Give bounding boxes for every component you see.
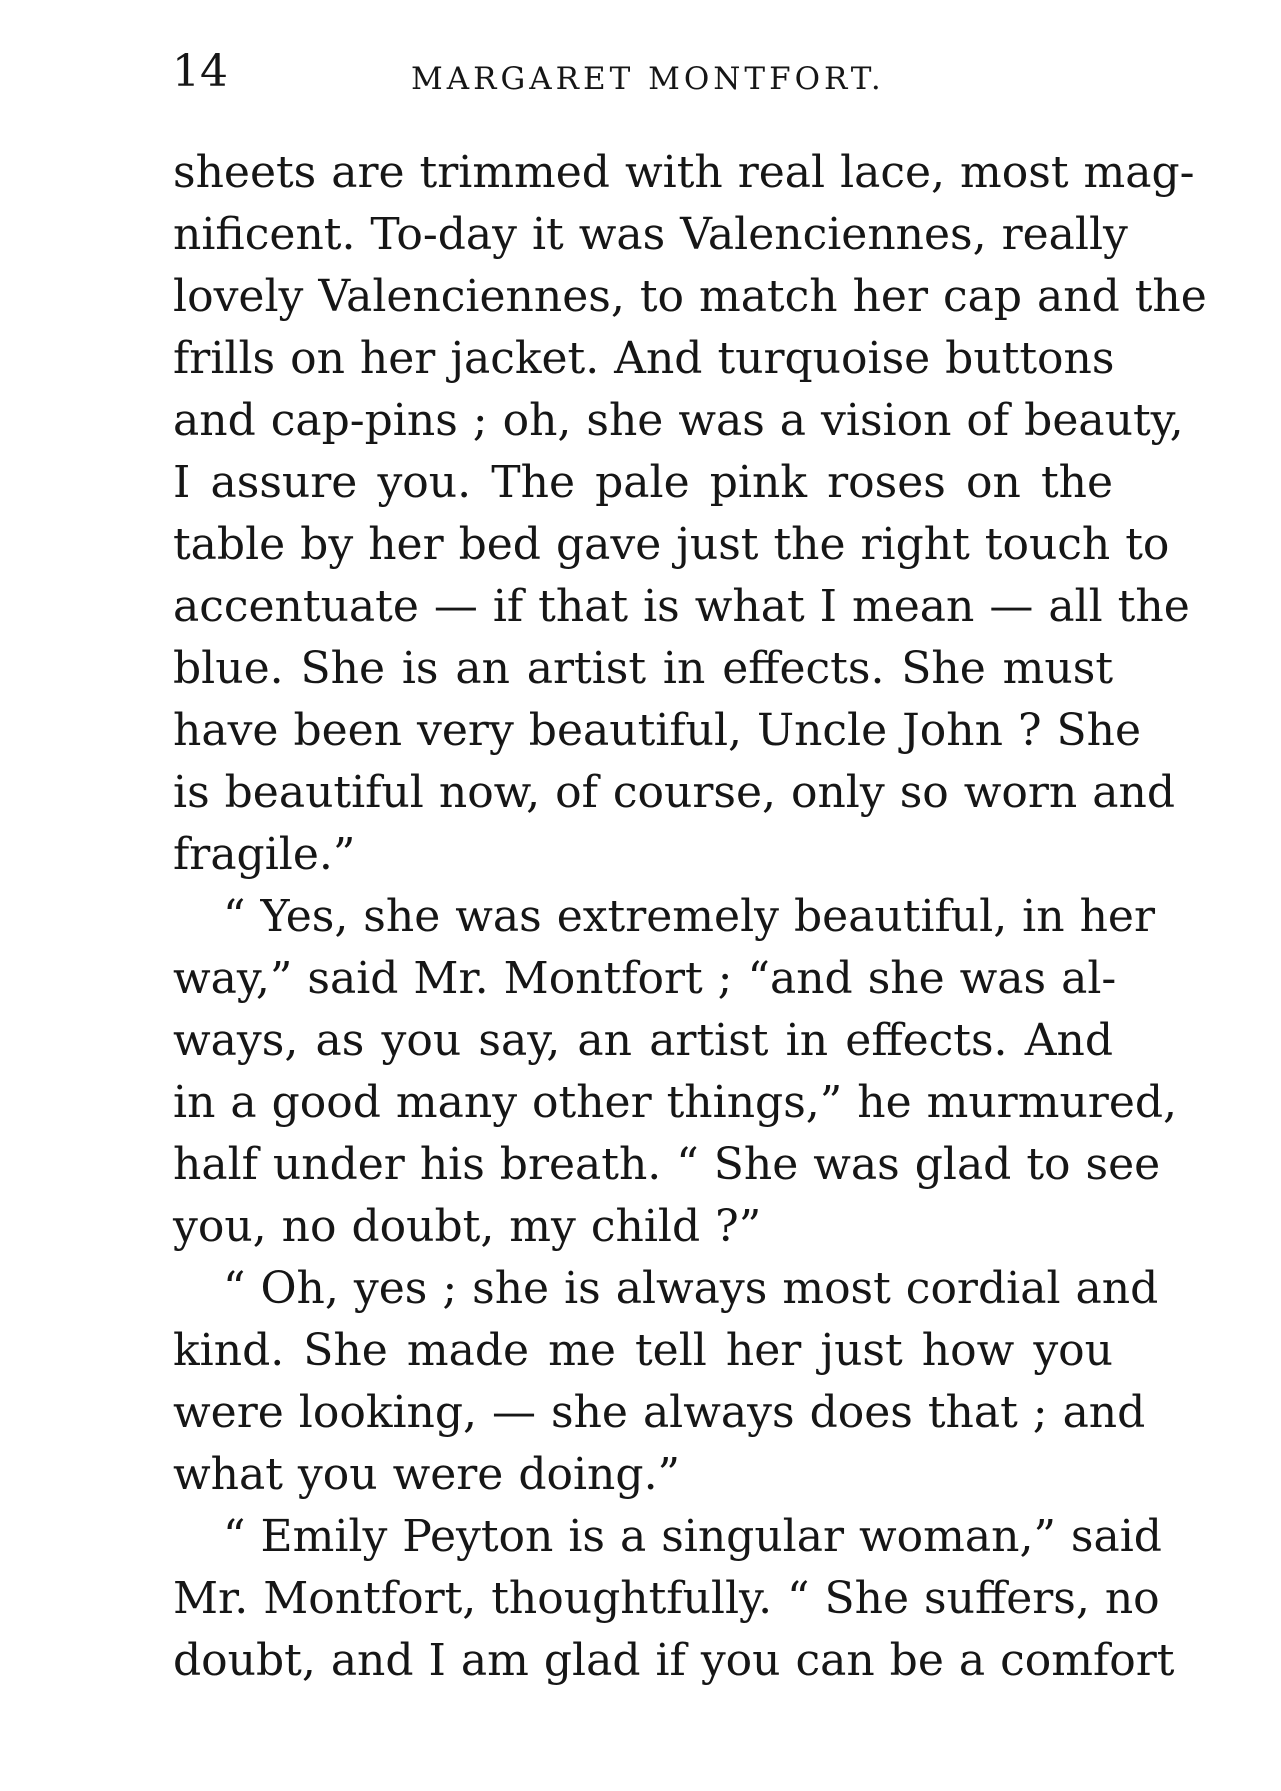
text-line: “ Emily Peyton is a singular woman,” said: [223, 1511, 1162, 1562]
page-number: 14: [172, 46, 228, 97]
text-line: “ Oh, yes ; she is always most cordial and: [223, 1263, 1159, 1314]
text-line: half under his breath. “ She was glad to see: [173, 1139, 1161, 1190]
text-line: and cap-pins ; oh, she was a vision of beauty,: [173, 395, 1184, 446]
body-text: [173, 142, 1207, 1692]
text-line: frills on her jacket. And turquoise buttons: [173, 333, 1115, 384]
text-line: doubt, and I am glad if you can be a comfort: [173, 1635, 1175, 1686]
text-line: blue. She is an artist in effects. She must: [173, 643, 1113, 694]
text-line: way,” said Mr. Montfort ; “and she was al-: [173, 953, 1117, 1004]
text-line: nificent. To-day it was Valenciennes, really: [173, 209, 1128, 260]
text-line: kind. She made me tell her just how you: [173, 1325, 1113, 1376]
text-line: lovely Valenciennes, to match her cap and the: [173, 271, 1207, 322]
text-line: ways, as you say, an artist in effects. And: [173, 1015, 1113, 1066]
text-line: fragile.”: [173, 829, 356, 880]
text-line: table by her bed gave just the right touch to: [173, 519, 1170, 570]
text-line: sheets are trimmed with real lace, most mag-: [173, 147, 1195, 198]
text-line: have been very beautiful, Uncle John ? She: [173, 705, 1142, 756]
text-line: accentuate — if that is what I mean — all the: [173, 581, 1190, 632]
text-line: Mr. Montfort, thoughtfully. “ She suffers, no: [173, 1573, 1160, 1624]
text-line: you, no doubt, my child ?”: [173, 1201, 762, 1252]
text-line: is beautiful now, of course, only so worn and: [173, 767, 1175, 818]
text-line: what you were doing.”: [173, 1449, 681, 1500]
text-line: I assure you. The pale pink roses on the: [173, 457, 1113, 508]
running-head: MARGARET MONTFORT.: [411, 61, 885, 97]
text-line: were looking, — she always does that ; and: [173, 1387, 1146, 1438]
text-line: “ Yes, she was extremely beautiful, in her: [223, 891, 1155, 942]
text-line: in a good many other things,” he murmured,: [173, 1077, 1178, 1128]
